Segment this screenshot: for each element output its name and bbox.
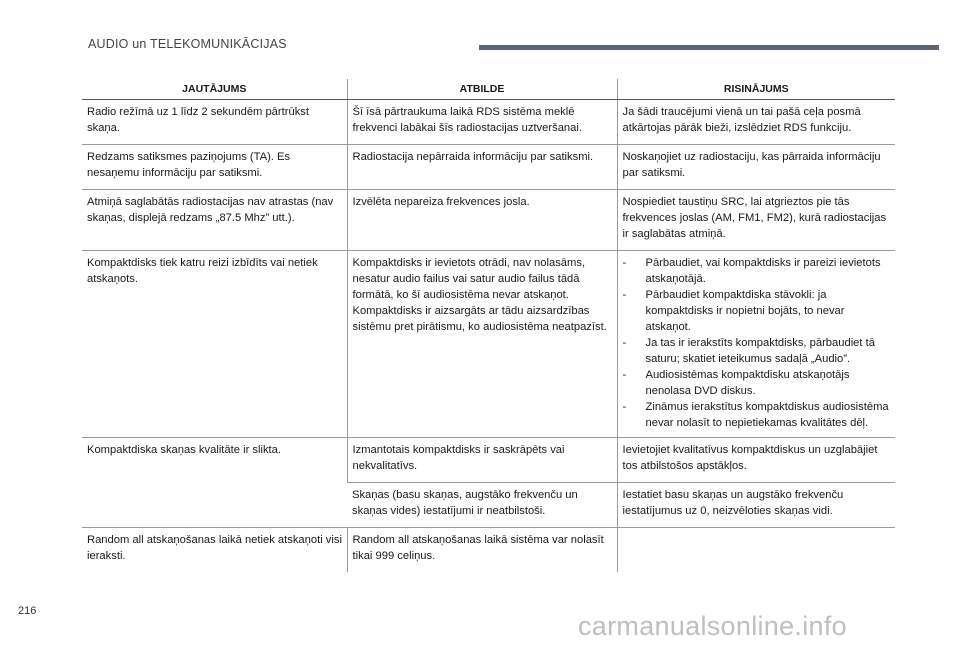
solution-list — [623, 255, 892, 431]
table-row — [82, 145, 895, 190]
answer-cell: Izvēlēta nepareiza frekvences josla. — [347, 190, 617, 251]
solution-cell: Iestatiet basu skaņas un augstāko frekvenču iestatījumus uz 0, neizvēloties skaņas vidi. — [617, 483, 895, 528]
solution-cell: Nospiediet taustiņu SRC, lai atgrieztos pie tās frekvences joslas (AM, FM1, FM2), kurā radiostacijas ir saglabātas atmiņā. — [617, 190, 895, 251]
list-item: - Audiosistēmas kompaktdisku atskaņotājs nenolasa DVD diskus. — [623, 367, 892, 399]
question-cell: Kompaktdisks tiek katru reizi izbīdīts vai netiek atskaņots. — [82, 251, 347, 438]
answer-cell: Skaņas (basu skaņas, augstāko frekvenču un skaņas vides) iestatījumi ir neatbilstoši. — [347, 483, 617, 528]
table-header-row — [82, 79, 895, 100]
list-item: - Zināmus ierakstītus kompaktdiskus audiosistēma nevar nolasīt to nepietiekamas kvalitātes dēļ. — [623, 399, 892, 431]
column-header-solution: RISINĀJUMS — [617, 79, 895, 100]
solution-cell: Ja šādi traucējumi vienā un tai pašā ceļa posmā atkārtojas pārāk bieži, izslēdziet RDS funkciju. — [617, 100, 895, 145]
page-number: 216 — [18, 605, 37, 617]
column-header-question: JAUTĀJUMS — [82, 79, 347, 100]
answer-cell: Izmantotais kompaktdisks ir saskrāpēts vai nekvalitatīvs. — [347, 438, 617, 483]
answer-cell: Šī īsā pārtraukuma laikā RDS sistēma meklē frekvenci labākai šīs radiostacijas uztveršanai. — [347, 100, 617, 145]
answer-cell: Radiostacija nepārraida informāciju par satiksmi. — [347, 145, 617, 190]
table-row — [82, 190, 895, 251]
table-row — [82, 438, 895, 483]
question-cell: Atmiņā saglabātās radiostacijas nav atrastas (nav skaņas, displejā redzams „87.5 Mhz” utt.). — [82, 190, 347, 251]
troubleshooting-table — [82, 79, 895, 572]
table-row — [82, 528, 895, 573]
watermark: carmanualsonline.info — [578, 611, 847, 641]
question-cell: Radio režīmā uz 1 līdz 2 sekundēm pārtrūkst skaņa. — [82, 100, 347, 145]
question-cell: Kompaktdiska skaņas kvalitāte ir slikta. — [82, 438, 347, 528]
table-row — [82, 100, 895, 145]
answer-cell: Random all atskaņošanas laikā sistēma var nolasīt tikai 999 celiņus. — [347, 528, 617, 573]
table-row — [82, 251, 895, 438]
answer-cell: Kompaktdisks ir ievietots otrādi, nav nolasāms, nesatur audio failus vai satur audio failus tādā formātā, ko šī audiosistēma nevar atskaņot. Kompaktdisks ir aizsargāts ar tādu aizsardzības sistēmu pret pirātismu, ko audiosistēma neatpazīst. — [347, 251, 617, 438]
solution-cell — [617, 251, 895, 438]
list-item: - Pārbaudiet kompaktdiska stāvokli: ja kompaktdisks ir nopietni bojāts, to nevar atskaņot. — [623, 287, 892, 335]
solution-cell: Ievietojiet kvalitatīvus kompaktdiskus un uzglabājiet tos atbilstošos apstākļos. — [617, 438, 895, 483]
solution-cell: Noskaņojiet uz radiostaciju, kas pārraida informāciju par satiksmi. — [617, 145, 895, 190]
section-title: AUDIO un TELEKOMUNIKĀCIJAS — [88, 37, 287, 51]
question-cell: Redzams satiksmes paziņojums (TA). Es nesaņemu informāciju par satiksmi. — [82, 145, 347, 190]
list-item: - Ja tas ir ierakstīts kompaktdisks, pārbaudiet tā saturu; skatiet ieteikumus sadaļā „Audio”. — [623, 335, 892, 367]
header-bar — [479, 45, 939, 50]
list-item: - Pārbaudiet, vai kompaktdisks ir pareizi ievietots atskaņotājā. — [623, 255, 892, 287]
question-cell: Random all atskaņošanas laikā netiek atskaņoti visi ieraksti. — [87, 534, 342, 562]
solution-cell — [617, 528, 895, 573]
column-header-answer: ATBILDE — [347, 79, 617, 100]
